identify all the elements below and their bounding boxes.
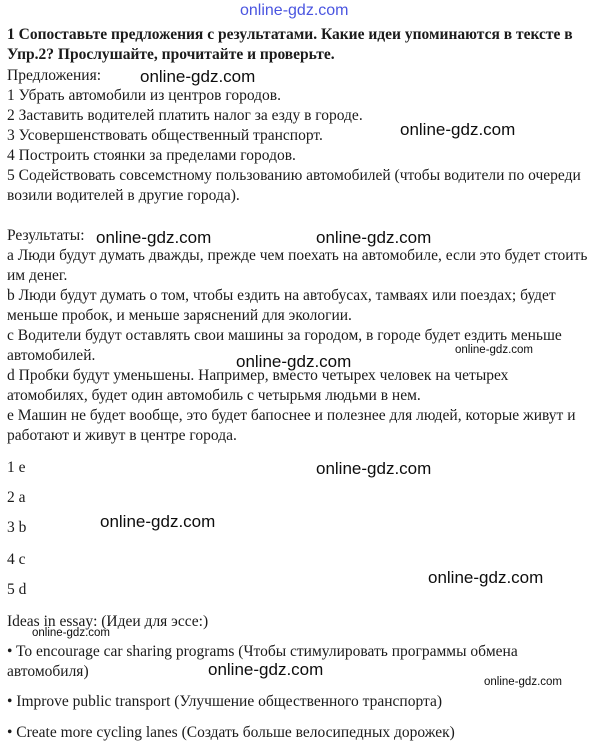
watermark: online-gdz.com (428, 568, 544, 587)
watermark: online-gdz.com (96, 228, 212, 247)
results-label: Результаты: (7, 227, 85, 244)
watermark: online-gdz.com (100, 512, 216, 531)
ideas-label: Ideas in essay: (Идеи для эссе:) (7, 613, 209, 630)
proposal-item: 5 Содействовать совсемстному пользованию автомобилей (чтобы водители по очереди возили водителей в другие города). (7, 167, 581, 204)
watermark-small: online-gdz.com (32, 627, 110, 639)
proposal-item: 3 Усовершенствовать общественный транспорт. (7, 127, 323, 144)
result-item: d Пробки будут уменьшены. Например, вместо четырех человек на четырех атомобилях, будет один автомобиль с четырьмя людьми в нем. (7, 367, 509, 404)
answer-item: 5 d (7, 581, 27, 598)
idea-item: • Improve public transport (Улучшение общественного транспорта) (7, 693, 442, 710)
proposal-item: 4 Построить стоянки за пределами городов. (7, 147, 296, 164)
watermark: online-gdz.com (208, 660, 324, 679)
result-item: c Водители будут оставлять свои машины за городом, в городе будет ездить меньше автомобилей. (7, 327, 562, 364)
idea-item: • To encourage car sharing programs (Чтобы стимулировать программы обмена автомобиля) (7, 643, 518, 680)
exercise-heading: 1 Сопоставьте предложения с результатами. Какие идеи упоминаются в тексте в Упр.2? Прослушайте, прочитайте и проверьте. (7, 26, 573, 63)
result-item: e Машин не будет вообще, это будет бапоснее и полезнее для людей, которые живут и работают и живут в центре города. (7, 407, 576, 444)
proposal-item: 2 Заставить водителей платить налог за езду в городе. (7, 107, 363, 124)
watermark: online-gdz.com (236, 352, 352, 371)
answer-item: 3 b (7, 519, 27, 536)
watermark: online-gdz.com (316, 459, 432, 478)
proposals-label: Предложения: (7, 67, 102, 84)
watermark: online-gdz.com (140, 67, 256, 86)
answer-item: 4 c (7, 551, 26, 568)
answer-item: 2 a (7, 489, 26, 506)
watermark-small: online-gdz.com (484, 676, 562, 688)
watermark: online-gdz.com (400, 120, 516, 139)
result-item: a Люди будут думать дважды, прежде чем поехать на автомобиле, если это будет стоить им денег. (7, 247, 588, 284)
watermark-small: online-gdz.com (455, 344, 533, 356)
result-item: b Люди будут думать о том, чтобы ездить на автобусах, тамваях или поездах; будет меньше пробок, и меньше заряснений для экологии. (7, 287, 556, 324)
watermark: online-gdz.com (316, 228, 432, 247)
proposal-item: 1 Убрать автомобили из центров городов. (7, 87, 281, 104)
watermark-top: online-gdz.com (240, 2, 349, 19)
answer-item: 1 e (7, 459, 26, 476)
idea-item: • Create more cycling lanes (Создать больше велосипедных дорожек) (7, 724, 455, 741)
